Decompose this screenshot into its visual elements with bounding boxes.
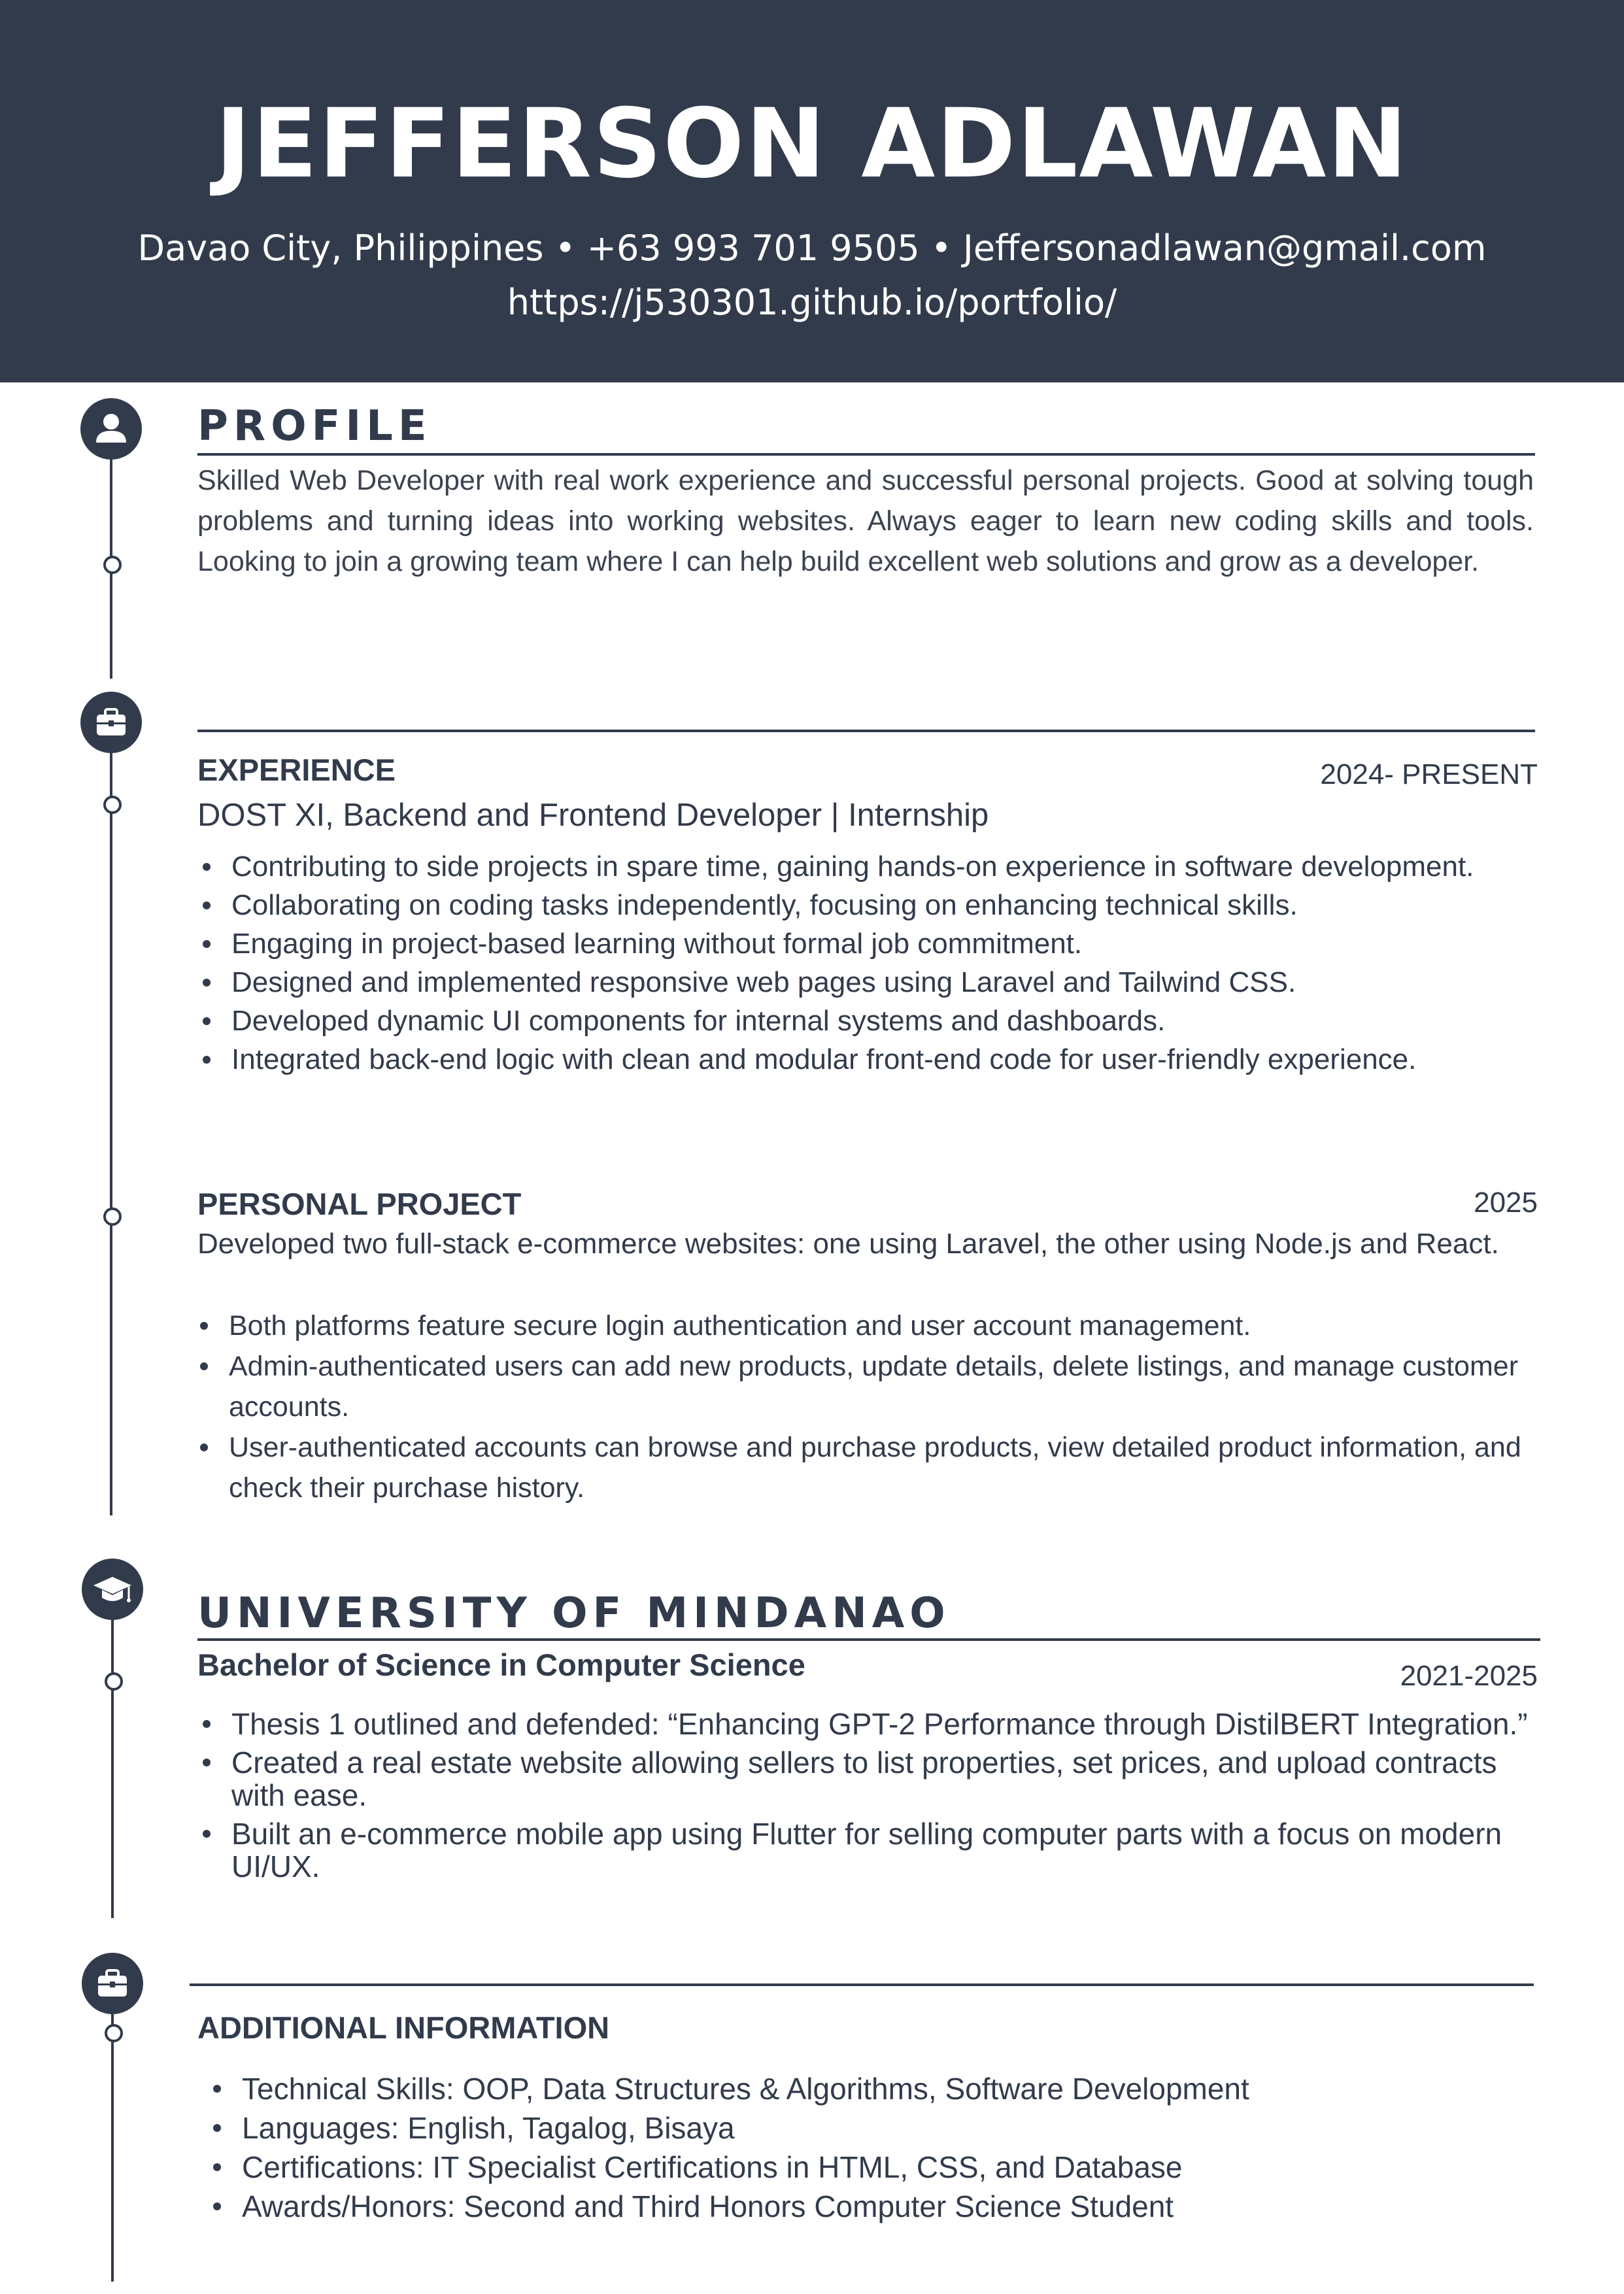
experience-date: 2024- PRESENT <box>1320 758 1538 790</box>
education-bullets <box>197 1708 1544 1889</box>
list-item: Awards/Honors: Second and Third Honors Computer Science Student <box>208 2187 1535 2226</box>
section-divider <box>197 453 1535 456</box>
graduation-cap-icon <box>82 1559 143 1620</box>
list-item: Admin-authenticated users can add new products, update details, delete listings, and manage customer accounts. <box>195 1346 1535 1427</box>
project-description: Developed two full-stack e-commerce websites: one using Laravel, the other using Node.js and React. <box>197 1228 1499 1260</box>
candidate-name: JEFFERSON ADLAWAN <box>215 88 1409 199</box>
profile-section-title: PROFILE <box>197 402 432 450</box>
timeline-dot <box>103 796 122 814</box>
timeline-dot <box>103 556 122 574</box>
timeline-line <box>110 719 112 1515</box>
project-bullets <box>195 1306 1535 1508</box>
section-divider <box>197 730 1535 732</box>
list-item: Engaging in project-based learning without formal job commitment. <box>197 924 1505 963</box>
briefcase-icon <box>82 1953 143 2014</box>
list-item: Developed dynamic UI components for internal systems and dashboards. <box>197 1002 1505 1040</box>
timeline-dot <box>105 2024 123 2042</box>
contact-info: Davao City, Philippines • +63 993 701 9505 • Jeffersonadlawan@gmail.com <box>137 228 1487 269</box>
project-section-title: PERSONAL PROJECT <box>197 1187 522 1221</box>
list-item: Technical Skills: OOP, Data Structures & Algorithms, Software Development <box>208 2069 1535 2108</box>
list-item: User-authenticated accounts can browse and purchase products, view detailed product information, and check their purchase history. <box>195 1427 1535 1508</box>
profile-summary: Skilled Web Developer with real work experience and successful personal projects. Good at solving tough problems and turning ideas into working websites. Always eager to learn new coding skills and tools. Looking to join a growing team where I can help build excellent web solutions and grow as a developer. <box>197 465 1534 577</box>
additional-section-title: ADDITIONAL INFORMATION <box>197 2010 610 2045</box>
list-item: Integrated back-end logic with clean and modular front-end code for user-friendly experience. <box>197 1040 1505 1079</box>
list-item: Designed and implemented responsive web pages using Laravel and Tailwind CSS. <box>197 963 1505 1002</box>
experience-bullets <box>197 847 1505 1079</box>
resume-header <box>0 0 1624 382</box>
degree-title: Bachelor of Science in Computer Science <box>197 1647 805 1682</box>
section-divider <box>190 1983 1534 1986</box>
experience-role: DOST XI, Backend and Frontend Developer | Internship <box>197 798 989 833</box>
list-item: Contributing to side projects in spare time, gaining hands-on experience in software development. <box>197 847 1505 886</box>
timeline-line <box>110 425 112 679</box>
list-item: Collaborating on coding tasks independently, focusing on enhancing technical skills. <box>197 886 1505 924</box>
list-item: Certifications: IT Specialist Certifications in HTML, CSS, and Database <box>208 2148 1535 2187</box>
list-item: Built an e-commerce mobile app using Flutter for selling computer parts with a focus on modern UI/UX. <box>197 1817 1544 1883</box>
additional-bullets <box>208 2069 1535 2226</box>
briefcase-icon <box>80 692 142 753</box>
timeline-dot <box>105 1672 123 1691</box>
list-item: Created a real estate website allowing sellers to list properties, set prices, and upload contracts with ease. <box>197 1746 1544 1812</box>
list-item: Thesis 1 outlined and defended: “Enhancing GPT-2 Performance through DistilBERT Integration.” <box>197 1708 1544 1740</box>
education-date: 2021-2025 <box>1400 1660 1538 1692</box>
timeline-line <box>111 1589 114 1918</box>
person-icon <box>80 398 142 460</box>
portfolio-link[interactable]: https://j530301.github.io/portfolio/ <box>507 282 1117 323</box>
list-item: Both platforms feature secure login authentication and user account management. <box>195 1306 1535 1346</box>
list-item: Languages: English, Tagalog, Bisaya <box>208 2108 1535 2148</box>
section-divider <box>197 1638 1540 1641</box>
project-date: 2025 <box>1474 1187 1538 1219</box>
education-section-title: UNIVERSITY OF MINDANAO <box>197 1589 951 1638</box>
experience-section-title: EXPERIENCE <box>197 752 396 787</box>
timeline-dot <box>103 1207 122 1226</box>
